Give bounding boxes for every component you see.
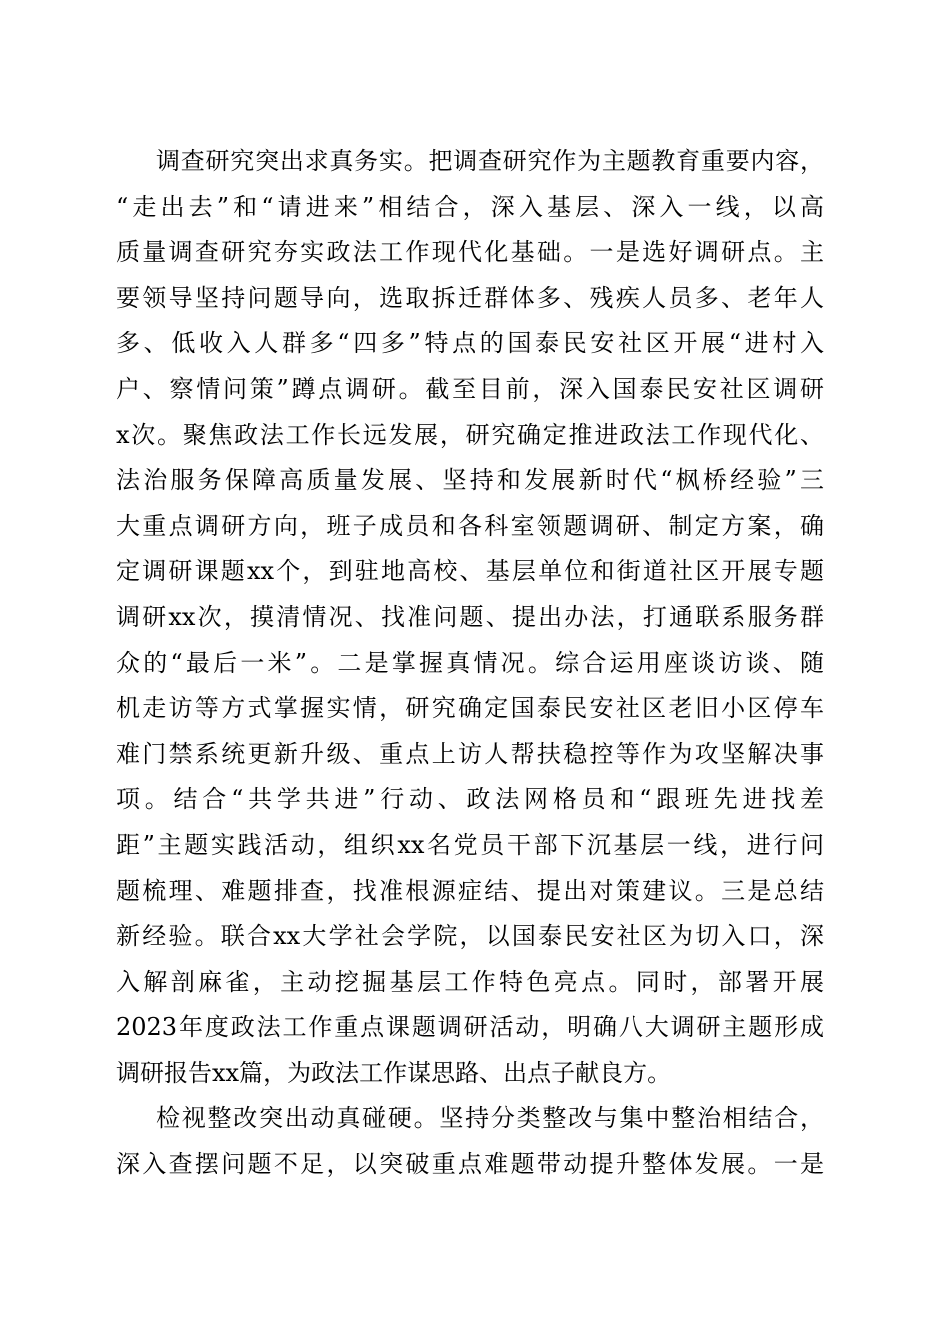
paragraph-line: “走出去”和“请进来”相结合，深入基层、深入一线，以高 [116,192,824,221]
paragraph-line: 入解剖麻雀，主动挖掘基层工作特色亮点。同时，部署开展 [116,967,824,996]
paragraph-line: 众的“最后一米”。二是掌握真情况。综合运用座谈访谈、随 [116,648,824,677]
paragraph-line: 法治服务保障高质量发展、坚持和发展新时代“枫桥经验”三 [116,466,824,495]
paragraph-line: 项。结合“共学共进”行动、政法网格员和“跟班先进找差 [116,785,824,814]
paragraph-line: 难门禁系统更新升级、重点上访人帮扶稳控等作为攻坚解决事 [116,739,824,768]
paragraph-line: x次。聚焦政法工作长远发展，研究确定推进政法工作现代化、 [116,420,824,449]
paragraph-research [116,139,824,1096]
paragraph-line: 距”主题实践活动，组织xx名党员干部下沉基层一线，进行问 [116,830,824,859]
paragraph-line: 要领导坚持问题导向，选取拆迁群体多、残疾人员多、老年人 [116,283,824,312]
document-body [116,139,824,1188]
paragraph-line: 调研报告xx篇，为政法工作谋思路、出点子献良方。 [116,1058,672,1087]
paragraph-line: 新经验。联合xx大学社会学院，以国泰民安社区为切入口，深 [116,922,824,951]
paragraph-line: 定调研课题xx个，到驻地高校、基层单位和街道社区开展专题 [116,557,824,586]
paragraph-line: 调研xx次，摸清情况、找准问题、提出办法，打通联系服务群 [116,602,824,631]
paragraph-line: 质量调查研究夯实政法工作现代化基础。一是选好调研点。主 [116,238,824,267]
paragraph-line: 检视整改突出动真碰硬。坚持分类整改与集中整治相结合， [156,1104,824,1133]
paragraph-line: 机走访等方式掌握实情，研究确定国泰民安社区老旧小区停车 [116,694,824,723]
paragraph-line: 户、察情问策”蹲点调研。截至目前，深入国泰民安社区调研 [116,374,824,403]
paragraph-line: 多、低收入人群多“四多”特点的国泰民安社区开展“进村入 [116,329,824,358]
paragraph-line: 深入查摆问题不足，以突破重点难题带动提升整体发展。一是 [116,1150,824,1179]
paragraph-line: 2023年度政法工作重点课题调研活动，明确八大调研主题形成 [116,1013,824,1042]
paragraph-line: 调查研究突出求真务实。把调查研究作为主题教育重要内容， [156,147,824,175]
paragraph-line: 大重点调研方向，班子成员和各科室领题调研、制定方案，确 [116,511,824,540]
paragraph-line: 题梳理、难题排查，找准根源症结、提出对策建议。三是总结 [116,876,824,905]
paragraph-rectification [116,1096,824,1187]
